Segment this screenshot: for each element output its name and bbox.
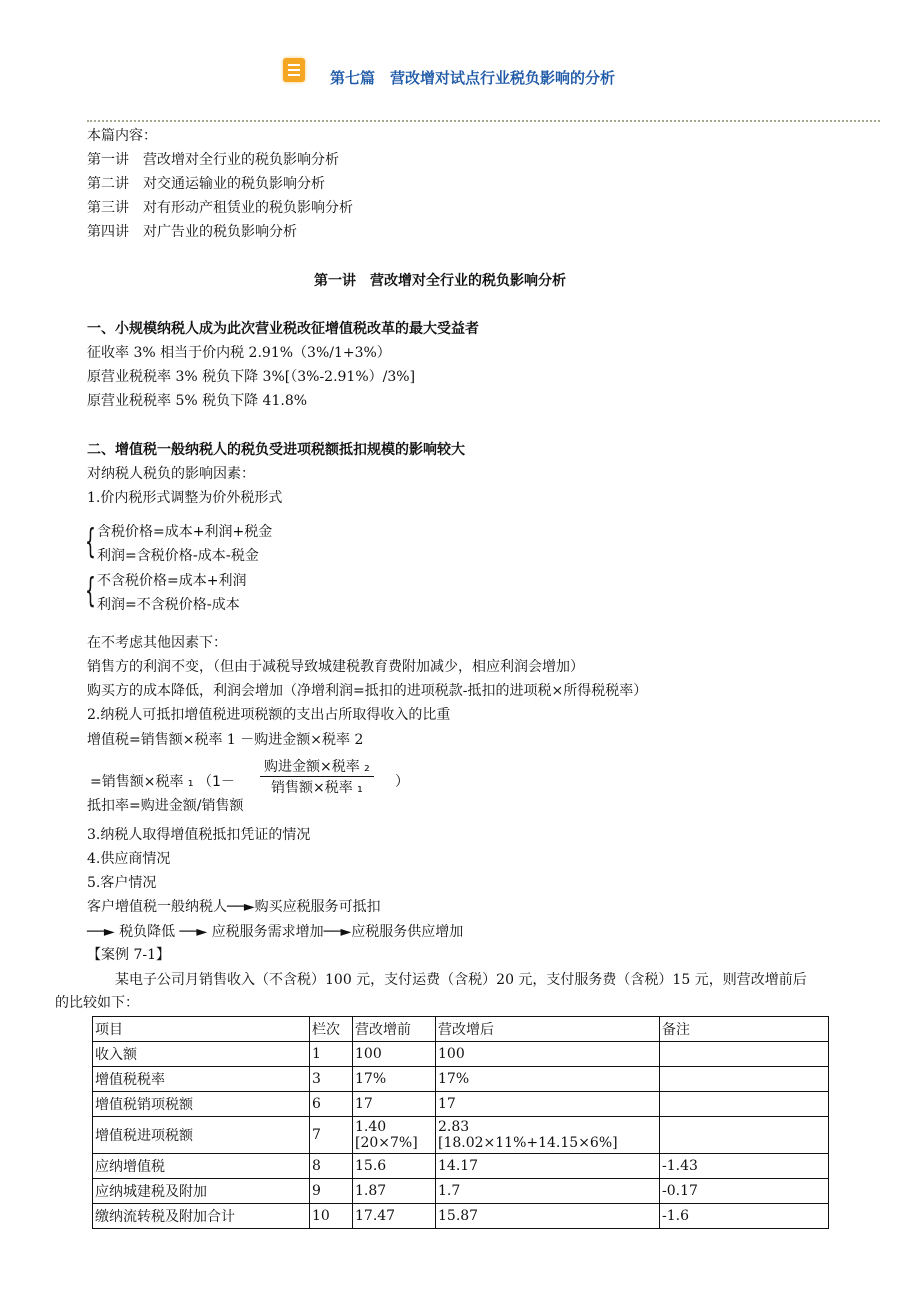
text-line: 5.客户情况: [87, 875, 157, 891]
table-cell: -1.6: [660, 1204, 829, 1229]
column-header: 项目: [93, 1017, 310, 1042]
formula: ）: [395, 774, 409, 790]
brace-icon: {: [85, 571, 96, 611]
table-cell: 应纳增值税: [93, 1154, 310, 1179]
table-cell: 17: [436, 1092, 660, 1117]
formula: =销售额×税率 ₁ （1－: [90, 774, 235, 790]
table-row: [93, 1042, 829, 1067]
table-cell: 应纳城建税及附加: [93, 1179, 310, 1204]
page-title: 第七篇 营改增对试点行业税负影响的分析: [330, 69, 616, 87]
flow-line: [87, 922, 463, 942]
formula: 增值税=销售额×税率 1 －购进金额×税率 2: [87, 732, 364, 748]
comparison-table: [92, 1016, 829, 1229]
table-row: [93, 1067, 829, 1092]
formula: 抵扣率=购进金额/销售额: [87, 798, 244, 814]
formula: 利润=不含税价格-成本: [97, 597, 240, 613]
table-row: [93, 1154, 829, 1179]
column-header: 备注: [660, 1017, 829, 1042]
table-cell: 15.6: [353, 1154, 436, 1179]
table-cell: 8: [310, 1154, 353, 1179]
formula: 利润=含税价格-成本-税金: [97, 548, 259, 564]
table-cell: 6: [310, 1092, 353, 1117]
column-header: 栏次: [310, 1017, 353, 1042]
dotted-divider: [87, 120, 880, 122]
contents-item: 第四讲 对广告业的税负影响分析: [87, 224, 297, 240]
table-cell: 17.47: [353, 1204, 436, 1229]
flow-step: 客户增值税一般纳税人: [87, 899, 227, 915]
table-row: [93, 1179, 829, 1204]
text-line: 3.纳税人取得增值税抵扣凭证的情况: [87, 827, 311, 843]
text-line: 的比较如下：: [55, 995, 139, 1011]
table-cell: 增值税销项税额: [93, 1092, 310, 1117]
case-label: 【案例 7-1】: [87, 947, 170, 963]
table-cell: 17%: [353, 1067, 436, 1092]
contents-item: 第二讲 对交通运输业的税负影响分析: [87, 176, 325, 192]
fraction-denominator: 销售额×税率 ₁: [271, 780, 363, 796]
formula: 不含税价格=成本+利润: [97, 573, 247, 589]
text-line: 销售方的利润不变，（但由于减税导致城建税教育费附加减少，相应利润会增加）: [87, 659, 584, 675]
table-cell: -1.43: [660, 1154, 829, 1179]
table-cell: 17: [353, 1092, 436, 1117]
table-cell: 17%: [436, 1067, 660, 1092]
arrow-icon: ──►: [87, 924, 120, 940]
table-cell: 15.87: [436, 1204, 660, 1229]
arrow-icon: ──►: [175, 924, 212, 940]
text-line: 2.纳税人可抵扣增值税进项税额的支出占所取得收入的比重: [87, 707, 451, 723]
table-cell: [660, 1067, 829, 1092]
text-line: 在不考虑其他因素下：: [87, 635, 227, 651]
arrow-icon: ──►: [323, 924, 352, 940]
table-cell: -0.17: [660, 1179, 829, 1204]
table-row: [93, 1204, 829, 1229]
flow-step: 应税服务需求增加: [211, 924, 324, 940]
flow-step: 应税服务供应增加: [351, 924, 464, 940]
document-icon: [283, 58, 305, 82]
table-cell: 增值税税率: [93, 1067, 310, 1092]
text-line: 4.供应商情况: [87, 851, 171, 867]
table-cell: 3: [310, 1067, 353, 1092]
table-cell: 增值税进项税额: [93, 1117, 310, 1154]
table-cell: 2.83 [18.02×11%+14.15×6%]: [436, 1117, 660, 1154]
table-cell: 缴纳流转税及附加合计: [93, 1204, 310, 1229]
table-cell: 100: [353, 1042, 436, 1067]
contents-item: 第一讲 营改增对全行业的税负影响分析: [87, 152, 339, 168]
brace-icon: {: [85, 522, 96, 562]
flow-step: 税负降低: [119, 924, 176, 940]
table-cell: 7: [310, 1117, 353, 1154]
column-header: 营改增前: [353, 1017, 436, 1042]
table-cell: [660, 1042, 829, 1067]
table-header-row: [93, 1017, 829, 1042]
text-line: 购买方的成本降低，利润会增加（净增利润=抵扣的进项税款-抵扣的进项税×所得税税率）: [87, 683, 648, 699]
table-cell: 100: [436, 1042, 660, 1067]
table-cell: [660, 1092, 829, 1117]
flow-step: 购买应税服务可抵扣: [254, 899, 381, 915]
table-cell: 14.17: [436, 1154, 660, 1179]
contents-item: 第三讲 对有形动产租赁业的税负影响分析: [87, 200, 353, 216]
section-heading: 二、增值税一般纳税人的税负受进项税额抵扣规模的影响较大: [87, 442, 465, 458]
text-line: 征收率 3% 相当于价内税 2.91%（3%/1+3%）: [87, 345, 391, 361]
table-cell: [660, 1117, 829, 1154]
text-line: 1.价内税形式调整为价外税形式: [87, 490, 283, 506]
table-cell: 1: [310, 1042, 353, 1067]
table-cell: 1.7: [436, 1179, 660, 1204]
table-row: [93, 1117, 829, 1154]
table-row: [93, 1092, 829, 1117]
text-line: 原营业税税率 3% 税负下降 3%[（3%-2.91%）/3%]: [87, 369, 416, 385]
text-line: 某电子公司月销售收入（不含税）100 元，支付运费（含税）20 元，支付服务费（含税）15 元，则营改增前后: [115, 972, 807, 988]
table-cell: 1.87: [353, 1179, 436, 1204]
table-cell: 1.40 [20×7%]: [353, 1117, 436, 1154]
table-cell: 10: [310, 1204, 353, 1229]
fraction-numerator: 购进金额×税率 ₂: [260, 756, 374, 777]
flow-line: [87, 897, 381, 917]
column-header: 营改增后: [436, 1017, 660, 1042]
lecture-title: 第一讲 营改增对全行业的税负影响分析: [314, 273, 566, 289]
text-line: 原营业税税率 5% 税负下降 41.8%: [87, 393, 308, 409]
formula: 含税价格=成本+利润+税金: [97, 524, 273, 540]
arrow-icon: ──►: [227, 899, 255, 915]
fraction: [260, 756, 374, 797]
table-cell: 9: [310, 1179, 353, 1204]
table-cell: 收入额: [93, 1042, 310, 1067]
text-line: 对纳税人税负的影响因素：: [87, 466, 255, 482]
section-heading: 一、小规模纳税人成为此次营业税改征增值税改革的最大受益者: [87, 321, 479, 337]
contents-label: 本篇内容：: [87, 128, 157, 144]
